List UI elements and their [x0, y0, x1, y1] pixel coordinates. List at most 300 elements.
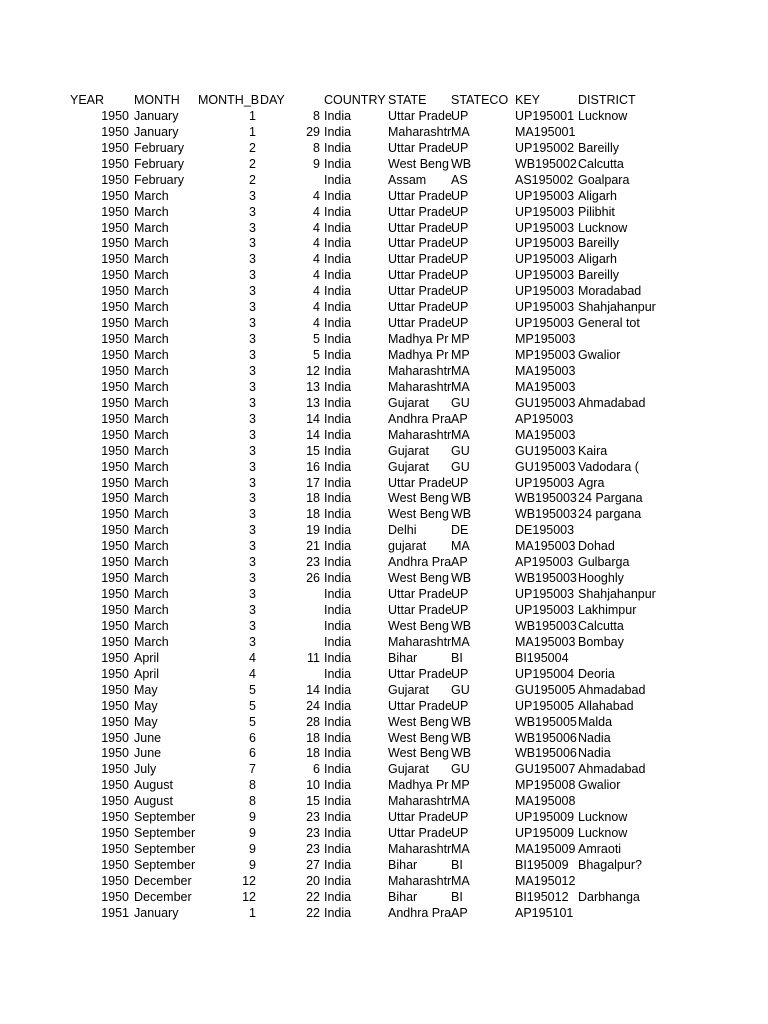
district-cell[interactable]: Lucknow [578, 220, 628, 235]
country-cell[interactable]: India [324, 443, 352, 458]
statecode-cell[interactable]: UP [451, 236, 469, 251]
country-cell[interactable]: India [324, 810, 352, 825]
statecode-cell[interactable]: WB [451, 571, 472, 586]
country-cell[interactable]: India [324, 905, 352, 920]
year-cell[interactable]: 1950 [101, 650, 129, 665]
day-cell[interactable]: 14 [306, 427, 320, 442]
statecode-cell[interactable]: WB [451, 156, 472, 171]
day-cell[interactable]: 9 [313, 156, 320, 171]
statecode-cell[interactable]: MA [451, 379, 470, 394]
state-cell[interactable]: West Beng [388, 746, 449, 761]
header-key[interactable]: KEY [515, 93, 541, 107]
state-cell[interactable]: Uttar Prade [388, 140, 452, 155]
month-b-cell[interactable]: 9 [249, 826, 256, 841]
month-cell[interactable]: January [134, 905, 179, 920]
month-b-cell[interactable]: 3 [249, 539, 256, 554]
statecode-cell[interactable]: UP [451, 475, 469, 490]
year-cell[interactable]: 1950 [101, 507, 129, 522]
state-cell[interactable]: Andhra Pra [388, 555, 452, 570]
statecode-cell[interactable]: UP [451, 810, 469, 825]
year-cell[interactable]: 1950 [101, 188, 129, 203]
month-b-cell[interactable]: 7 [249, 762, 256, 777]
state-cell[interactable]: West Beng [388, 618, 449, 633]
state-cell[interactable]: Maharashtr [388, 363, 452, 378]
month-cell[interactable]: March [134, 236, 169, 251]
month-cell[interactable]: March [134, 491, 169, 506]
district-cell[interactable]: Lucknow [578, 826, 628, 841]
month-b-cell[interactable]: 3 [249, 618, 256, 633]
state-cell[interactable]: Assam [388, 172, 427, 187]
year-cell[interactable]: 1950 [101, 634, 129, 649]
state-cell[interactable]: Madhya Pr [388, 778, 449, 793]
month-b-cell[interactable]: 3 [249, 204, 256, 219]
month-b-cell[interactable]: 3 [249, 395, 256, 410]
month-b-cell[interactable]: 3 [249, 587, 256, 602]
statecode-cell[interactable]: WB [451, 714, 472, 729]
key-cell[interactable]: BI195004 [515, 650, 569, 665]
country-cell[interactable]: India [324, 236, 352, 251]
key-cell[interactable]: MA195001 [515, 124, 576, 139]
country-cell[interactable]: India [324, 108, 352, 123]
day-cell[interactable]: 12 [306, 363, 320, 378]
state-cell[interactable]: Maharashtr [388, 427, 452, 442]
country-cell[interactable]: India [324, 746, 352, 761]
year-cell[interactable]: 1950 [101, 252, 129, 267]
day-cell[interactable]: 5 [313, 348, 320, 362]
month-cell[interactable]: March [134, 252, 169, 267]
statecode-cell[interactable]: WB [451, 746, 472, 761]
year-cell[interactable]: 1950 [101, 491, 129, 506]
country-cell[interactable]: India [324, 889, 352, 904]
month-cell[interactable]: September [134, 810, 196, 825]
country-cell[interactable]: India [324, 523, 352, 538]
statecode-cell[interactable]: GU [451, 459, 470, 474]
month-cell[interactable]: August [134, 794, 173, 809]
district-cell[interactable]: Malda [578, 714, 613, 729]
statecode-cell[interactable]: GU [451, 395, 470, 410]
month-cell[interactable]: December [134, 889, 192, 904]
statecode-cell[interactable]: AP [451, 905, 468, 920]
state-cell[interactable]: Gujarat [388, 443, 429, 458]
statecode-cell[interactable]: UP [451, 108, 469, 123]
header-year[interactable]: YEAR [70, 93, 105, 107]
statecode-cell[interactable]: UP [451, 666, 469, 681]
country-cell[interactable]: India [324, 252, 352, 267]
day-cell[interactable]: 4 [313, 284, 320, 299]
day-cell[interactable]: 22 [306, 905, 320, 920]
month-cell[interactable]: May [134, 682, 158, 697]
month-b-cell[interactable]: 3 [249, 348, 256, 362]
statecode-cell[interactable]: MP [451, 778, 470, 793]
day-cell[interactable]: 11 [307, 650, 320, 665]
country-cell[interactable]: India [324, 379, 352, 394]
day-cell[interactable]: 21 [306, 539, 320, 554]
year-cell[interactable]: 1950 [101, 618, 129, 633]
key-cell[interactable]: WB195006 [515, 730, 577, 745]
month-cell[interactable]: March [134, 379, 169, 394]
month-b-cell[interactable]: 3 [249, 220, 256, 235]
header-district[interactable]: DISTRICT [578, 93, 636, 107]
district-cell[interactable]: Bareilly [578, 268, 619, 283]
statecode-cell[interactable]: UP [451, 826, 469, 841]
day-cell[interactable]: 4 [313, 252, 320, 267]
state-cell[interactable]: West Beng [388, 507, 449, 522]
state-cell[interactable]: Uttar Prade [388, 252, 452, 267]
statecode-cell[interactable]: UP [451, 316, 469, 331]
key-cell[interactable]: AP195003 [515, 555, 574, 570]
month-cell[interactable]: March [134, 459, 169, 474]
key-cell[interactable]: UP195003 [515, 204, 575, 219]
district-cell[interactable]: Calcutta [578, 618, 624, 633]
year-cell[interactable]: 1950 [101, 475, 129, 490]
month-cell[interactable]: March [134, 348, 169, 362]
district-cell[interactable]: Bombay [578, 634, 624, 649]
month-cell[interactable]: March [134, 427, 169, 442]
day-cell[interactable]: 29 [306, 124, 320, 139]
key-cell[interactable]: AS195002 [515, 172, 574, 187]
district-cell[interactable]: Darbhanga [578, 889, 640, 904]
state-cell[interactable]: Uttar Prade [388, 204, 452, 219]
country-cell[interactable]: India [324, 363, 352, 378]
year-cell[interactable]: 1950 [101, 108, 129, 123]
statecode-cell[interactable]: BI [451, 889, 463, 904]
country-cell[interactable]: India [324, 858, 352, 872]
key-cell[interactable]: MA195008 [515, 794, 576, 809]
state-cell[interactable]: Gujarat [388, 682, 429, 697]
district-cell[interactable]: Deoria [578, 666, 615, 681]
day-cell[interactable]: 19 [306, 523, 320, 538]
statecode-cell[interactable]: UP [451, 268, 469, 283]
state-cell[interactable]: Uttar Prade [388, 316, 452, 331]
month-b-cell[interactable]: 8 [249, 794, 256, 809]
month-b-cell[interactable]: 5 [249, 682, 256, 697]
key-cell[interactable]: DE195003 [515, 523, 575, 538]
day-cell[interactable]: 22 [306, 889, 320, 904]
statecode-cell[interactable]: UP [451, 603, 469, 617]
month-cell[interactable]: March [134, 395, 169, 410]
state-cell[interactable]: Uttar Prade [388, 603, 452, 617]
state-cell[interactable]: West Beng [388, 571, 449, 586]
month-b-cell[interactable]: 3 [249, 411, 256, 426]
key-cell[interactable]: WB195003 [515, 618, 577, 633]
key-cell[interactable]: MP195003 [515, 332, 576, 347]
statecode-cell[interactable]: UP [451, 300, 469, 315]
day-cell[interactable]: 18 [306, 507, 320, 522]
country-cell[interactable]: India [324, 204, 352, 219]
statecode-cell[interactable]: MA [451, 873, 470, 888]
month-b-cell[interactable]: 9 [249, 842, 256, 857]
year-cell[interactable]: 1950 [101, 746, 129, 761]
district-cell[interactable]: Bareilly [578, 140, 619, 155]
day-cell[interactable]: 24 [306, 698, 320, 713]
state-cell[interactable]: Uttar Prade [388, 188, 452, 203]
country-cell[interactable]: India [324, 666, 352, 681]
month-cell[interactable]: March [134, 411, 169, 426]
key-cell[interactable]: UP195003 [515, 316, 575, 331]
state-cell[interactable]: Uttar Prade [388, 666, 452, 681]
district-cell[interactable]: Bhagalpur? [578, 858, 642, 872]
state-cell[interactable]: Madhya Pr [388, 332, 449, 347]
statecode-cell[interactable]: MA [451, 842, 470, 857]
district-cell[interactable]: Gulbarga [578, 555, 630, 570]
header-day[interactable]: DAY [260, 93, 285, 107]
statecode-cell[interactable]: MA [451, 363, 470, 378]
day-cell[interactable]: 16 [306, 459, 320, 474]
year-cell[interactable]: 1950 [101, 682, 129, 697]
country-cell[interactable]: India [324, 300, 352, 315]
month-b-cell[interactable]: 1 [249, 905, 256, 920]
month-b-cell[interactable]: 3 [249, 427, 256, 442]
key-cell[interactable]: MA195009 [515, 842, 576, 857]
year-cell[interactable]: 1950 [101, 842, 129, 857]
district-cell[interactable]: Lakhimpur [578, 603, 637, 617]
statecode-cell[interactable]: UP [451, 587, 469, 602]
month-b-cell[interactable]: 3 [249, 252, 256, 267]
year-cell[interactable]: 1950 [101, 284, 129, 299]
state-cell[interactable]: West Beng [388, 730, 449, 745]
year-cell[interactable]: 1950 [101, 698, 129, 713]
state-cell[interactable]: Uttar Prade [388, 268, 452, 283]
key-cell[interactable]: UP195002 [515, 140, 575, 155]
header-country[interactable]: COUNTRY [324, 93, 386, 107]
year-cell[interactable]: 1950 [101, 778, 129, 793]
year-cell[interactable]: 1950 [101, 411, 129, 426]
day-cell[interactable]: 5 [313, 332, 320, 347]
month-b-cell[interactable]: 3 [249, 634, 256, 649]
country-cell[interactable]: India [324, 826, 352, 841]
state-cell[interactable]: Andhra Pra [388, 905, 452, 920]
month-cell[interactable]: May [134, 698, 158, 713]
key-cell[interactable]: MP195003 [515, 348, 576, 362]
month-b-cell[interactable]: 3 [249, 236, 256, 251]
year-cell[interactable]: 1950 [101, 348, 129, 362]
district-cell[interactable]: Aligarh [578, 188, 617, 203]
country-cell[interactable]: India [324, 603, 352, 617]
state-cell[interactable]: Uttar Prade [388, 236, 452, 251]
month-b-cell[interactable]: 3 [249, 507, 256, 522]
day-cell[interactable]: 18 [306, 730, 320, 745]
month-cell[interactable]: January [134, 108, 179, 123]
month-cell[interactable]: June [134, 746, 162, 761]
statecode-cell[interactable]: WB [451, 618, 472, 633]
statecode-cell[interactable]: MA [451, 539, 470, 554]
district-cell[interactable]: Amraoti [578, 842, 622, 857]
key-cell[interactable]: UP195003 [515, 268, 575, 283]
country-cell[interactable]: India [324, 284, 352, 299]
year-cell[interactable]: 1950 [101, 523, 129, 538]
key-cell[interactable]: UP195003 [515, 188, 575, 203]
month-b-cell[interactable]: 3 [249, 332, 256, 347]
state-cell[interactable]: Uttar Prade [388, 810, 452, 825]
day-cell[interactable]: 4 [313, 220, 320, 235]
day-cell[interactable]: 8 [313, 140, 320, 155]
month-b-cell[interactable]: 3 [249, 379, 256, 394]
day-cell[interactable]: 14 [306, 682, 320, 697]
state-cell[interactable]: Uttar Prade [388, 284, 452, 299]
key-cell[interactable]: WB195002 [515, 156, 577, 171]
statecode-cell[interactable]: BI [451, 650, 463, 665]
key-cell[interactable]: BI195009 [515, 858, 569, 872]
day-cell[interactable]: 27 [306, 858, 320, 872]
country-cell[interactable]: India [324, 587, 352, 602]
year-cell[interactable]: 1950 [101, 858, 129, 872]
country-cell[interactable]: India [324, 411, 352, 426]
month-b-cell[interactable]: 3 [249, 188, 256, 203]
day-cell[interactable]: 28 [306, 714, 320, 729]
statecode-cell[interactable]: AP [451, 411, 468, 426]
month-cell[interactable]: June [134, 730, 162, 745]
day-cell[interactable]: 4 [313, 204, 320, 219]
month-b-cell[interactable]: 3 [249, 603, 256, 617]
statecode-cell[interactable]: UP [451, 220, 469, 235]
district-cell[interactable]: 24 pargana [578, 507, 642, 522]
statecode-cell[interactable]: GU [451, 443, 470, 458]
month-cell[interactable]: March [134, 475, 169, 490]
month-b-cell[interactable]: 3 [249, 300, 256, 315]
district-cell[interactable]: Allahabad [578, 698, 634, 713]
state-cell[interactable]: Maharashtr [388, 794, 452, 809]
state-cell[interactable]: Uttar Prade [388, 698, 452, 713]
month-cell[interactable]: April [134, 666, 160, 681]
month-cell[interactable]: March [134, 188, 169, 203]
month-b-cell[interactable]: 3 [249, 555, 256, 570]
key-cell[interactable]: UP195009 [515, 826, 575, 841]
key-cell[interactable]: GU195003 [515, 395, 576, 410]
header-state[interactable]: STATE [388, 93, 427, 107]
month-b-cell[interactable]: 2 [249, 172, 256, 187]
month-b-cell[interactable]: 3 [249, 571, 256, 586]
country-cell[interactable]: India [324, 348, 352, 362]
month-cell[interactable]: March [134, 220, 169, 235]
state-cell[interactable]: Gujarat [388, 762, 429, 777]
month-cell[interactable]: September [134, 826, 196, 841]
district-cell[interactable]: Gwalior [578, 348, 621, 362]
district-cell[interactable]: 24 Pargana [578, 491, 643, 506]
key-cell[interactable]: UP195005 [515, 698, 575, 713]
statecode-cell[interactable]: MP [451, 332, 470, 347]
state-cell[interactable]: Madhya Pr [388, 348, 449, 362]
statecode-cell[interactable]: UP [451, 204, 469, 219]
month-b-cell[interactable]: 5 [249, 698, 256, 713]
year-cell[interactable]: 1950 [101, 587, 129, 602]
country-cell[interactable]: India [324, 459, 352, 474]
statecode-cell[interactable]: GU [451, 762, 470, 777]
country-cell[interactable]: India [324, 475, 352, 490]
state-cell[interactable]: Uttar Prade [388, 826, 452, 841]
country-cell[interactable]: India [324, 268, 352, 283]
key-cell[interactable]: MA195003 [515, 634, 576, 649]
state-cell[interactable]: Delhi [388, 523, 417, 538]
country-cell[interactable]: India [324, 571, 352, 586]
month-cell[interactable]: March [134, 332, 169, 347]
year-cell[interactable]: 1950 [101, 220, 129, 235]
key-cell[interactable]: UP195003 [515, 236, 575, 251]
state-cell[interactable]: Uttar Prade [388, 300, 452, 315]
country-cell[interactable]: India [324, 794, 352, 809]
month-cell[interactable]: March [134, 363, 169, 378]
district-cell[interactable]: General tot [578, 316, 640, 331]
year-cell[interactable]: 1951 [101, 905, 129, 920]
statecode-cell[interactable]: UP [451, 698, 469, 713]
month-cell[interactable]: February [134, 140, 185, 155]
state-cell[interactable]: Bihar [388, 889, 418, 904]
year-cell[interactable]: 1950 [101, 443, 129, 458]
month-cell[interactable]: March [134, 523, 169, 538]
key-cell[interactable]: AP195101 [515, 905, 574, 920]
country-cell[interactable]: India [324, 172, 352, 187]
month-cell[interactable]: March [134, 204, 169, 219]
day-cell[interactable]: 8 [313, 108, 320, 123]
month-cell[interactable]: March [134, 539, 169, 554]
country-cell[interactable]: India [324, 873, 352, 888]
month-b-cell[interactable]: 3 [249, 443, 256, 458]
district-cell[interactable]: Ahmadabad [578, 395, 646, 410]
month-b-cell[interactable]: 3 [249, 491, 256, 506]
year-cell[interactable]: 1950 [101, 873, 129, 888]
day-cell[interactable]: 23 [306, 842, 320, 857]
district-cell[interactable]: Nadia [578, 730, 611, 745]
month-cell[interactable]: March [134, 507, 169, 522]
district-cell[interactable]: Vadodara ( [578, 459, 639, 474]
statecode-cell[interactable]: MA [451, 634, 470, 649]
country-cell[interactable]: India [324, 555, 352, 570]
country-cell[interactable]: India [324, 762, 352, 777]
day-cell[interactable]: 23 [306, 810, 320, 825]
day-cell[interactable]: 17 [306, 475, 320, 490]
day-cell[interactable]: 23 [306, 555, 320, 570]
district-cell[interactable]: Agra [578, 475, 605, 490]
state-cell[interactable]: Uttar Prade [388, 475, 452, 490]
header-month[interactable]: MONTH [134, 93, 180, 107]
month-b-cell[interactable]: 8 [249, 778, 256, 793]
district-cell[interactable]: Ahmadabad [578, 762, 646, 777]
district-cell[interactable]: Pilibhit [578, 204, 615, 219]
day-cell[interactable]: 4 [313, 236, 320, 251]
key-cell[interactable]: MA195003 [515, 427, 576, 442]
statecode-cell[interactable]: UP [451, 140, 469, 155]
month-b-cell[interactable]: 4 [249, 666, 256, 681]
year-cell[interactable]: 1950 [101, 236, 129, 251]
state-cell[interactable]: West Beng [388, 714, 449, 729]
country-cell[interactable]: India [324, 682, 352, 697]
statecode-cell[interactable]: UP [451, 284, 469, 299]
day-cell[interactable]: 15 [306, 443, 320, 458]
year-cell[interactable]: 1950 [101, 810, 129, 825]
year-cell[interactable]: 1950 [101, 666, 129, 681]
month-cell[interactable]: March [134, 316, 169, 331]
statecode-cell[interactable]: MA [451, 124, 470, 139]
district-cell[interactable]: Shahjahanpur [578, 300, 656, 315]
district-cell[interactable]: Hooghly [578, 571, 624, 586]
day-cell[interactable]: 13 [306, 379, 320, 394]
day-cell[interactable]: 13 [306, 395, 320, 410]
district-cell[interactable]: Lucknow [578, 108, 628, 123]
key-cell[interactable]: MP195008 [515, 778, 576, 793]
day-cell[interactable]: 4 [313, 316, 320, 331]
key-cell[interactable]: UP195004 [515, 666, 575, 681]
month-b-cell[interactable]: 3 [249, 363, 256, 378]
month-cell[interactable]: August [134, 778, 173, 793]
key-cell[interactable]: WB195003 [515, 507, 577, 522]
month-b-cell[interactable]: 1 [249, 108, 256, 123]
year-cell[interactable]: 1950 [101, 363, 129, 378]
key-cell[interactable]: MA195003 [515, 539, 576, 554]
month-b-cell[interactable]: 1 [249, 124, 256, 139]
month-b-cell[interactable]: 9 [249, 858, 256, 872]
district-cell[interactable]: Ahmadabad [578, 682, 646, 697]
month-cell[interactable]: March [134, 571, 169, 586]
month-b-cell[interactable]: 12 [242, 889, 256, 904]
